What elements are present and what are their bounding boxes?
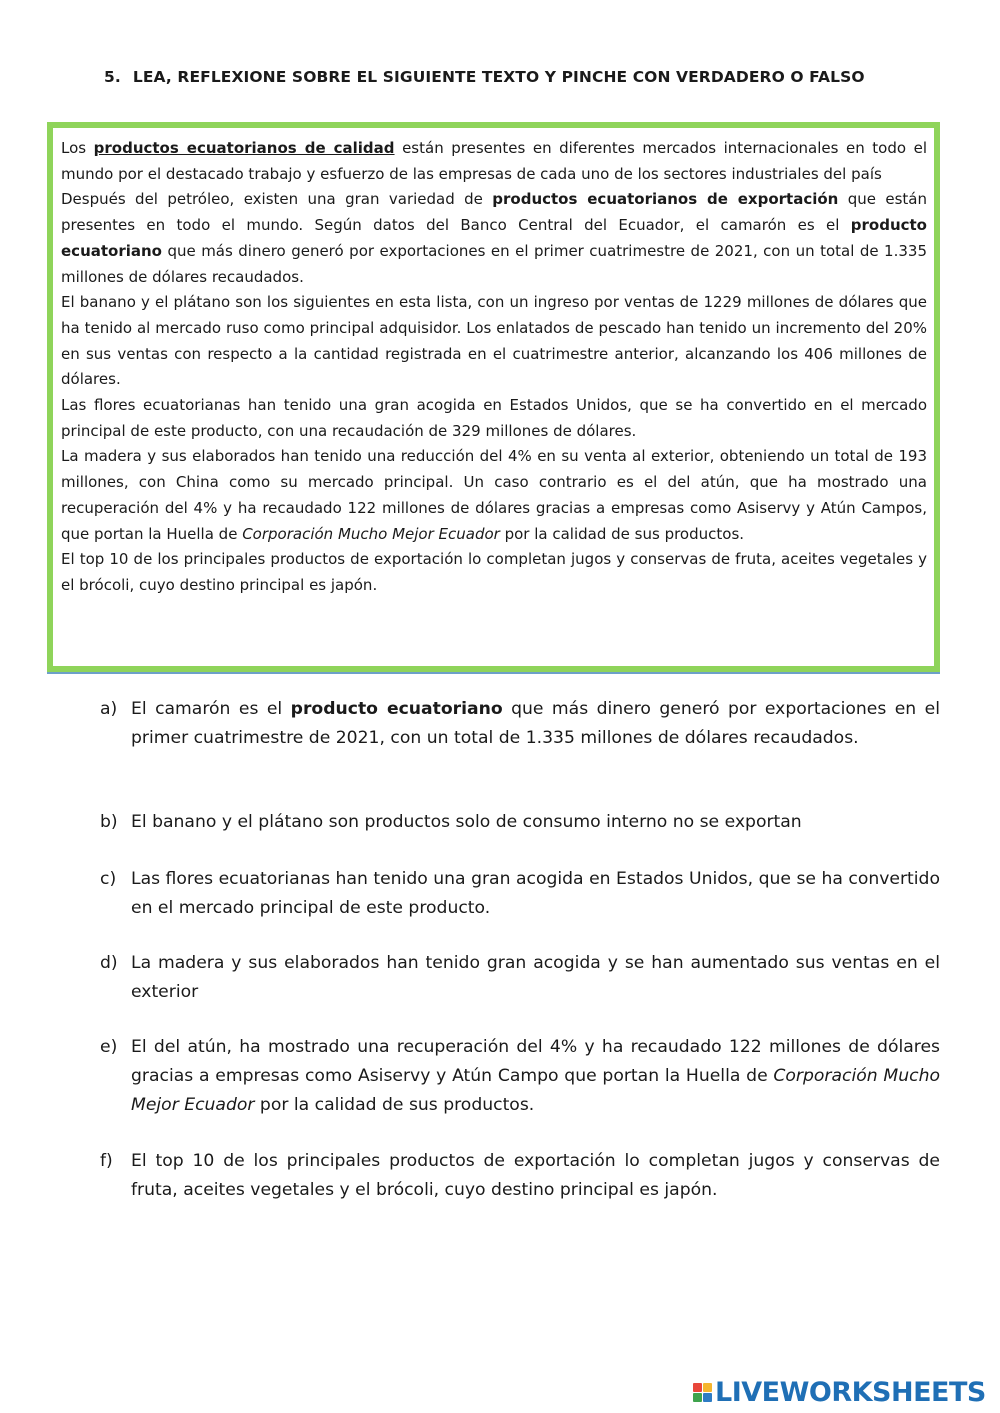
logo-square — [693, 1393, 702, 1402]
statement-label: b) — [100, 812, 118, 832]
statement-label: a) — [100, 699, 118, 719]
statement-text: El banano y el plátano son productos solo de consumo interno no se exportan — [131, 812, 802, 832]
reading-paragraph: El top 10 de los principales productos de exportación lo completan jugos y conservas de fruta, aceites vegetales y el brócoli, cuyo destino principal es japón. — [61, 550, 927, 594]
statement-text: La madera y sus elaborados han tenido gran acogida y se han aumentado sus ventas en el exterior — [131, 953, 940, 1002]
reading-paragraph: Después del petróleo, existen una gran variedad de productos ecuatorianos de exportación que están presentes en todo el mundo. Según datos del Banco Central del Ecuador, el camarón es el producto ecuatoriano que más dinero generó por exportaciones en el primer cuatrimestre de 2021, con un total de 1.335 millones de dólares recaudados. — [61, 190, 927, 286]
statement-label: f) — [100, 1151, 113, 1171]
logo-grid-icon — [693, 1383, 712, 1402]
statement-text: El del atún, ha mostrado una recuperación del 4% y ha recaudado 122 millones de dólares gracias a empresas como Asiservy y Atún Campo que portan la Huella de Corporación Mucho Mejor Ecuador por la calidad de sus productos. — [131, 1037, 940, 1115]
statement-label: c) — [100, 869, 117, 889]
logo-square — [703, 1383, 712, 1392]
statement-e[interactable] — [100, 1033, 940, 1120]
statement-a[interactable] — [100, 695, 940, 753]
logo-square — [703, 1393, 712, 1402]
statement-f[interactable] — [100, 1147, 940, 1205]
reading-paragraph: Los productos ecuatorianos de calidad están presentes en diferentes mercados internacionales en todo el mundo por el destacado trabajo y esfuerzo de las empresas de cada uno de los sectores industriales del país — [61, 139, 927, 183]
statement-b[interactable] — [100, 808, 940, 837]
exercise-instruction: LEA, REFLEXIONE SOBRE EL SIGUIENTE TEXTO Y PINCHE CON VERDADERO O FALSO — [132, 68, 865, 86]
exercise-heading — [104, 68, 934, 86]
statement-d[interactable] — [100, 949, 940, 1007]
reading-paragraph: La madera y sus elaborados han tenido una reducción del 4% en su venta al exterior, obteniendo un total de 193 millones, con China como su mercado principal. Un caso contrario es el del atún, que ha mostrado una recuperación del 4% y ha recaudado 122 millones de dólares gracias a empresas como Asiservy y Atún Campos, que portan la Huella de Corporación Mucho Mejor Ecuador por la calidad de sus productos. — [61, 447, 927, 543]
reading-passage — [47, 122, 940, 672]
statement-text: El camarón es el producto ecuatoriano que más dinero generó por exportaciones en el primer cuatrimestre de 2021, con un total de 1.335 millones de dólares recaudados. — [131, 699, 940, 748]
statement-text: Las flores ecuatorianas han tenido una gran acogida en Estados Unidos, que se ha convertido en el mercado principal de este producto. — [131, 869, 940, 918]
reading-paragraph: El banano y el plátano son los siguientes en esta lista, con un ingreso por ventas de 1229 millones de dólares que ha tenido al mercado ruso como principal adquisidor. Los enlatados de pescado han tenido un incremento del 20% en sus ventas con respecto a la cantidad registrada en el cuatrimestre anterior, alcanzando los 406 millones de dólares. — [61, 293, 927, 389]
exercise-number: 5. — [104, 68, 121, 86]
logo-wordmark: LIVEWORKSHEETS — [715, 1376, 986, 1408]
liveworksheets-logo — [693, 1377, 986, 1407]
statement-label: e) — [100, 1037, 118, 1057]
statement-label: d) — [100, 953, 118, 973]
statement-text: El top 10 de los principales productos de exportación lo completan jugos y conservas de fruta, aceites vegetales y el brócoli, cuyo destino principal es japón. — [131, 1151, 940, 1200]
statement-c[interactable] — [100, 865, 940, 923]
reading-paragraph: Las flores ecuatorianas han tenido una gran acogida en Estados Unidos, que se ha convertido en el mercado principal de este producto, con una recaudación de 329 millones de dólares. — [61, 396, 927, 440]
logo-square — [693, 1383, 702, 1392]
